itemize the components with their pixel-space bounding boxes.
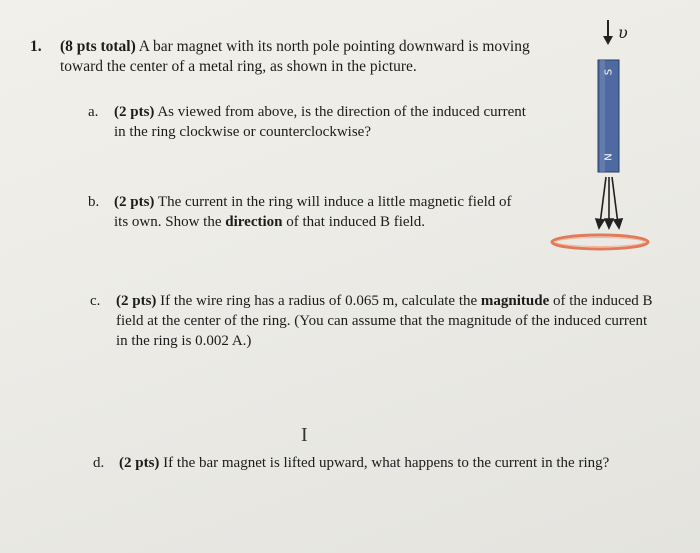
part-d-body: If the bar magnet is lifted upward, what happens to the current in the ring? [159, 455, 610, 471]
part-c-body-start: If the wire ring has a radius of 0.065 m, calculate the [156, 293, 481, 309]
part-b [88, 192, 528, 232]
part-b-body-end: of that induced B field. [282, 214, 425, 230]
velocity-arrow-icon [603, 20, 613, 45]
part-c [90, 291, 660, 351]
part-a [88, 102, 538, 142]
magnet-south-label: S [603, 68, 615, 76]
part-a-body: As viewed from above, is the direction of the induced current in the ring clockwise or counterclockwise? [114, 104, 526, 140]
text-cursor-icon: I [301, 424, 308, 446]
velocity-label: υ [618, 23, 628, 42]
question-number: 1. [30, 38, 42, 55]
part-c-text [116, 291, 660, 351]
part-c-points: (2 pts) [116, 293, 157, 309]
part-b-text [114, 192, 528, 232]
part-d-text [119, 453, 663, 473]
part-a-label: a. [88, 104, 99, 120]
magnet-north-label: N [603, 153, 615, 161]
part-c-body-end: of the induced B field at the center of the ring. (You can assume that the magnitude of the induced current in the ring is 0.002 A.) [116, 293, 653, 349]
question-body: A bar magnet with its north pole pointing downward is moving toward the center of a metal ring, as shown in the picture. [60, 38, 530, 75]
part-c-bold-word: magnitude [480, 293, 550, 309]
part-b-bold-word: direction [225, 214, 283, 230]
part-b-label: b. [88, 194, 100, 210]
part-d [93, 453, 663, 473]
part-b-body-start: The current in the ring will induce a little magnetic field of its own. Show the [114, 194, 512, 230]
magnet-ring-figure [548, 14, 668, 264]
part-a-text [114, 102, 538, 142]
part-c-label: c. [90, 293, 101, 309]
part-a-points: (2 pts) [114, 104, 155, 120]
field-lines-icon [596, 177, 622, 228]
question-1 [30, 37, 550, 77]
question-text [60, 37, 550, 77]
question-points: (8 pts total) [60, 38, 136, 55]
part-d-label: d. [93, 455, 105, 471]
part-b-points: (2 pts) [114, 194, 155, 210]
part-d-points: (2 pts) [119, 455, 160, 471]
